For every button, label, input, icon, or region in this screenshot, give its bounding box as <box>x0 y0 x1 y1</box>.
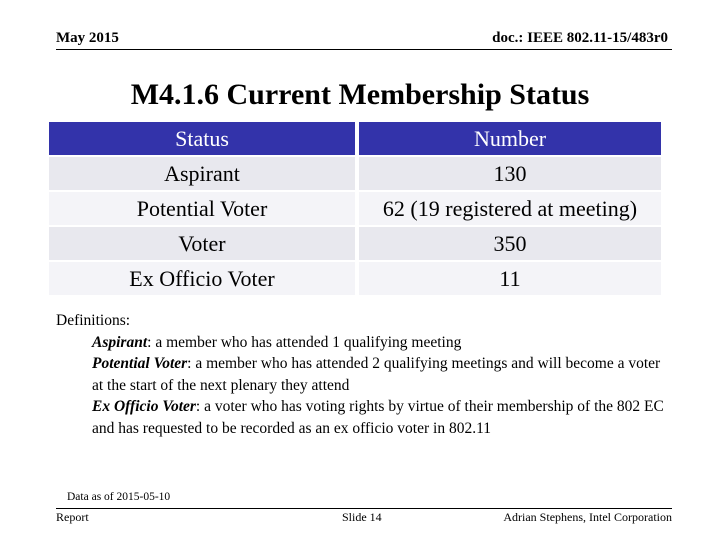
footer-report: Report <box>56 510 89 524</box>
definition-text: : a member who has attended 1 qualifying meeting <box>147 333 462 351</box>
data-date-note: Data as of 2015-05-10 <box>67 491 171 503</box>
status-cell: Aspirant <box>49 157 355 190</box>
header-doc-id: doc.: IEEE 802.11-15/483r0 <box>492 30 668 46</box>
definitions-block <box>56 310 666 439</box>
number-cell: 62 (19 registered at meeting) <box>355 192 661 225</box>
table-row <box>49 157 661 190</box>
footer-divider <box>56 508 672 509</box>
definition-potential-voter <box>56 353 666 396</box>
term-aspirant: Aspirant <box>92 333 148 351</box>
footer-author: Adrian Stephens, Intel Corporation <box>503 510 672 524</box>
membership-status-table <box>49 120 661 297</box>
header-divider <box>56 49 672 50</box>
term-ex-officio-voter: Ex Officio Voter <box>92 398 196 415</box>
term-potential-voter: Potential Voter <box>92 355 188 372</box>
definition-text: : a member who has attended 2 qualifying meetings and will become a voter at the start of the next plenary they attend <box>92 355 661 394</box>
table-row <box>49 227 661 260</box>
definition-aspirant <box>56 332 666 354</box>
number-cell: 130 <box>355 157 661 190</box>
table-row <box>49 192 661 225</box>
status-cell: Voter <box>49 227 355 260</box>
number-cell: 11 <box>355 262 661 295</box>
table-header-row <box>49 122 661 155</box>
status-cell: Potential Voter <box>49 192 355 225</box>
table-row <box>49 262 661 295</box>
definitions-heading: Definitions: <box>56 312 131 329</box>
definition-text: : a voter who has voting rights by virtue of their membership of the 802 EC and has requested to be recorded as an ex officio voter in 802.11 <box>92 398 664 437</box>
number-cell: 350 <box>355 227 661 260</box>
status-cell: Ex Officio Voter <box>49 262 355 295</box>
definition-ex-officio-voter <box>56 396 666 439</box>
column-header-status: Status <box>49 122 355 155</box>
slide-title: M4.1.6 Current Membership Status <box>130 78 590 111</box>
footer-slide-number: Slide 14 <box>342 510 382 524</box>
column-header-number: Number <box>355 122 661 155</box>
header-date: May 2015 <box>56 30 119 46</box>
